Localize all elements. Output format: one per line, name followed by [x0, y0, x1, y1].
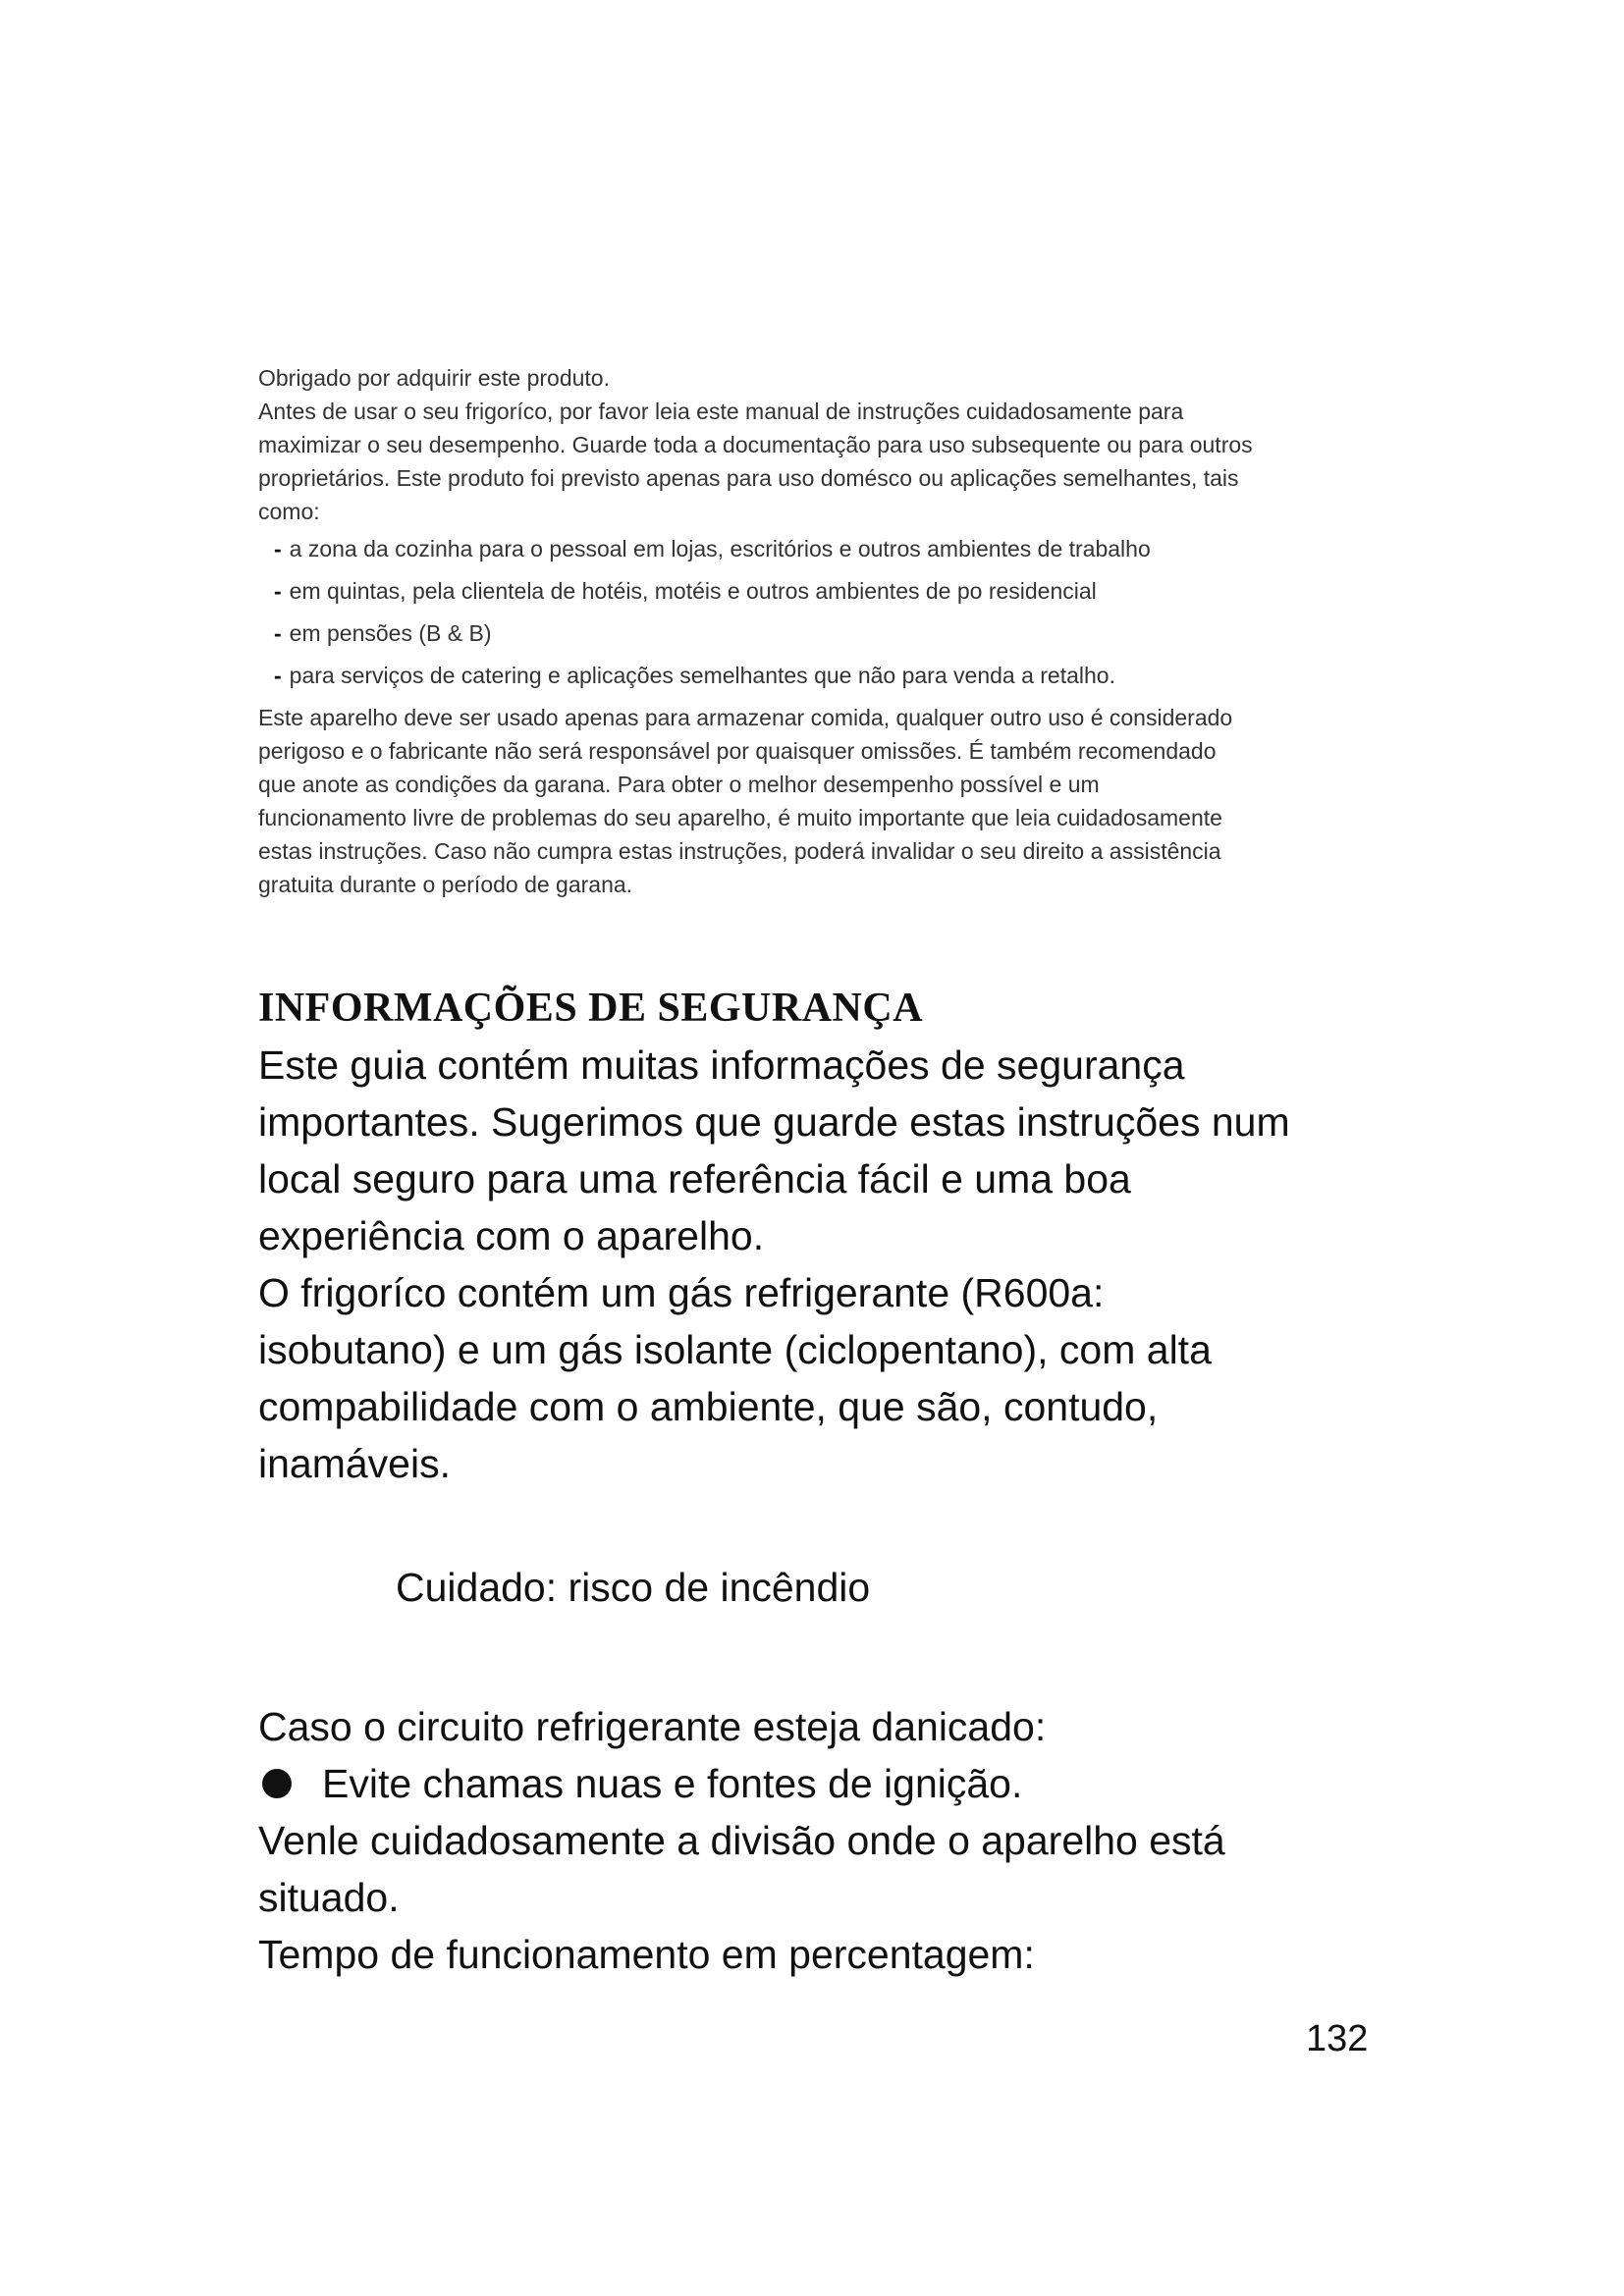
list-item-text: em quintas, pela clientela de hotéis, motéis e outros ambientes de po residencial — [289, 578, 1097, 604]
damaged-intro: Caso o circuito refrigerante esteja danicado: — [258, 1704, 1047, 1749]
dash-marker: - — [274, 536, 282, 561]
list-item — [274, 574, 1368, 608]
intro-line: Antes de usar o seu frigoríco, por favor leia este manual de instruções cuidadosamente para — [258, 399, 1184, 424]
intro-line: proprietários. Este produto foi previsto apenas para uso domésco ou aplicações semelhantes, tais — [258, 465, 1239, 491]
dash-marker: - — [274, 663, 282, 688]
section-heading: INFORMAÇÕES DE SEGURANÇA — [258, 986, 924, 1031]
list-item — [274, 659, 1368, 692]
fire-risk-caution: Cuidado: risco de incêndio — [396, 1565, 871, 1610]
bullet-dot-icon — [262, 1769, 292, 1798]
safety-line: local seguro para uma referência fácil e uma boa — [258, 1156, 1131, 1201]
safety-section — [258, 980, 1397, 1492]
safety-line: inamáveis. — [258, 1441, 451, 1486]
list-item-text: para serviços de catering e aplicações semelhantes que não para venda a retalho. — [289, 663, 1115, 688]
lower-line: Venle cuidadosamente a divisão onde o aparelho está — [258, 1818, 1225, 1863]
bullet-item — [258, 1755, 1397, 1812]
intro-line: como: — [258, 499, 320, 524]
intro-line: perigoso e o fabricante não será responsável por quaisquer omissões. É também recomendado — [258, 738, 1217, 764]
safety-line: experiência com o aparelho. — [258, 1213, 765, 1258]
usage-list — [258, 532, 1368, 692]
safety-line: O frigoríco contém um gás refrigerante (R600a: — [258, 1270, 1105, 1315]
intro-line: funcionamento livre de problemas do seu aparelho, é muito importante que leia cuidadosamente — [258, 805, 1222, 830]
lower-line: Tempo de funcionamento em percentagem: — [258, 1932, 1035, 1977]
bullet-item-text: Evite chamas nuas e fontes de ignição. — [322, 1761, 1023, 1806]
intro-line: maximizar o seu desempenho. Guarde toda a documentação para uso subsequente ou para outros — [258, 432, 1253, 457]
dash-marker: - — [274, 578, 282, 604]
list-item-text: em pensões (B & B) — [289, 620, 492, 646]
safety-line: compabilidade com o ambiente, que são, contudo, — [258, 1384, 1159, 1429]
safety-line: importantes. Sugerimos que guarde estas instruções num — [258, 1099, 1290, 1145]
intro-line: Este aparelho deve ser usado apenas para armazenar comida, qualquer outro uso é considerado — [258, 705, 1233, 730]
intro-text — [258, 361, 1368, 901]
intro-line: Obrigado por adquirir este produto. — [258, 365, 610, 391]
intro-line: que anote as condições da garana. Para obter o melhor desempenho possível e um — [258, 772, 1100, 797]
intro-line: gratuita durante o período de garana. — [258, 872, 633, 897]
page-number: 132 — [1306, 2018, 1369, 2059]
list-item-text: a zona da cozinha para o pessoal em lojas, escritórios e outros ambientes de trabalho — [289, 536, 1151, 561]
list-item — [274, 616, 1368, 650]
damaged-circuit-section — [258, 1698, 1397, 1983]
dash-marker: - — [274, 620, 282, 646]
safety-line: isobutano) e um gás isolante (ciclopentano), com alta — [258, 1327, 1212, 1372]
safety-line: Este guia contém muitas informações de segurança — [258, 1042, 1185, 1088]
intro-line: estas instruções. Caso não cumpra estas instruções, poderá invalidar o seu direito a assistência — [258, 838, 1221, 864]
lower-line: situado. — [258, 1875, 400, 1920]
list-item — [274, 532, 1368, 565]
